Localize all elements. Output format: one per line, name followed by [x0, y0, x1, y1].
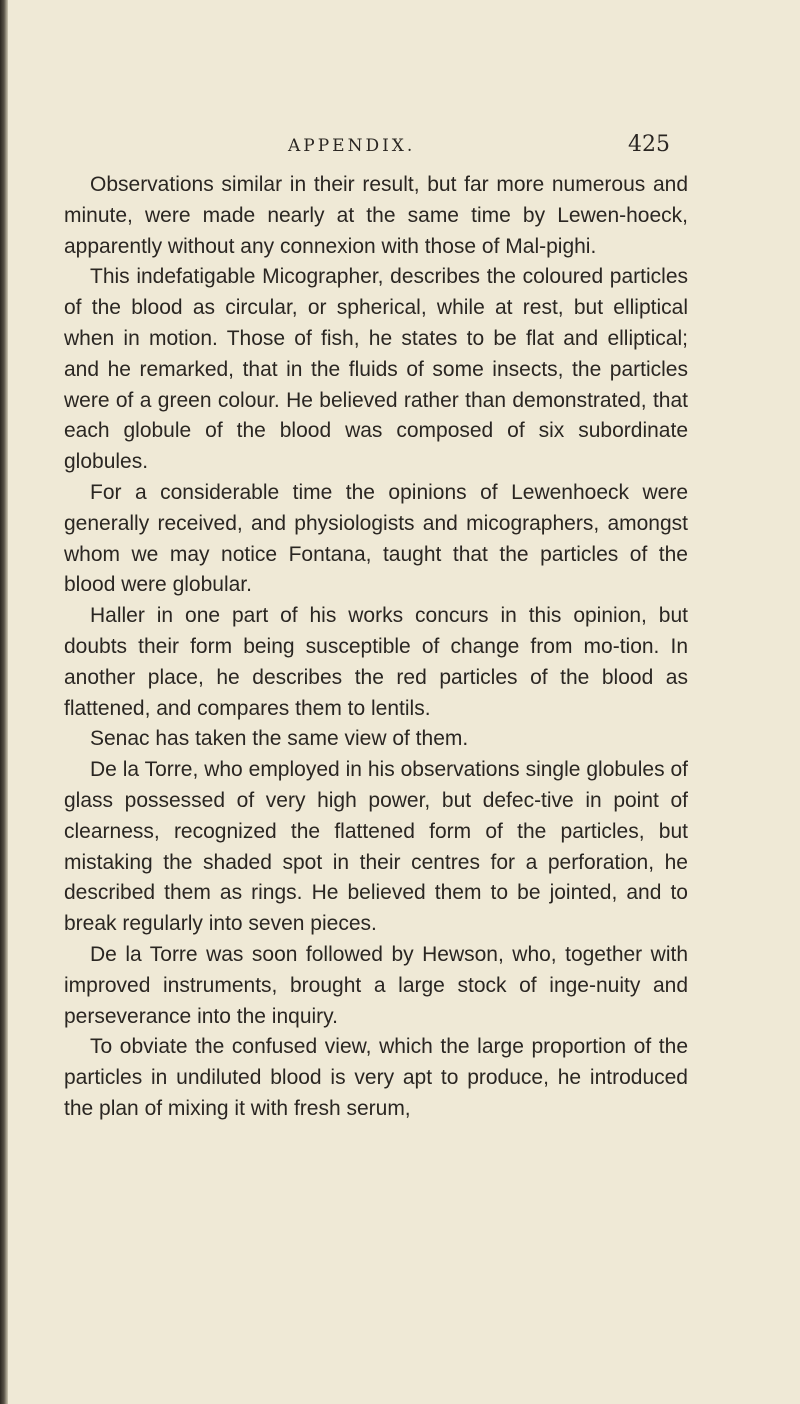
paragraph: For a considerable time the opinions of Lewenhoeck were generally received, and physiologists and micographers, amongst whom we may notice Fontana, taught that the particles of the blood were globular.	[64, 480, 688, 597]
paragraph: Observations similar in their result, but far more numerous and minute, were made nearly at the same time by Lewen-hoeck, apparently without any connexion with those of Mal-pighi.	[64, 173, 688, 258]
paragraph: De la Torre, who employed in his observations single globules of glass possessed of very high power, but defec-tive in point of clearness, recognized the flattened form of the particles, but mistaking the shaded spot in their centres for a perforation, he described them as rings. He believed them to be jointed, and to break regularly into seven pieces.	[64, 758, 688, 936]
paragraph: This indefatigable Micographer, describes the coloured particles of the blood as circular, or spherical, while at rest, but elliptical when in motion. Those of fish, he states to be flat and elliptical; and he remarked, that in the fluids of some insects, the particles were of a green colour. He believed rather than demonstrated, that each globule of the blood was composed of six subordinate globules.	[64, 265, 688, 474]
paragraph: Senac has taken the same view of them.	[90, 727, 469, 751]
page-number: 425	[628, 132, 670, 157]
page-binding-edge	[0, 0, 8, 1404]
paragraph: To obviate the confused view, which the large proportion of the particles in undiluted blood is very apt to produce, he introduced the plan of mixing it with fresh serum,	[64, 1035, 688, 1120]
body-text	[64, 170, 688, 1125]
paragraph: De la Torre was soon followed by Hewson, who, together with improved instruments, brought a large stock of inge-nuity and perseverance into the inquiry.	[64, 942, 688, 1028]
page-header	[0, 132, 800, 162]
running-head: APPENDIX.	[288, 136, 416, 156]
paragraph: Haller in one part of his works concurs in this opinion, but doubts their form being susceptible of change from mo-tion. In another place, he describes the red particles of the blood as flattened, and compares them to lentils.	[64, 604, 688, 720]
